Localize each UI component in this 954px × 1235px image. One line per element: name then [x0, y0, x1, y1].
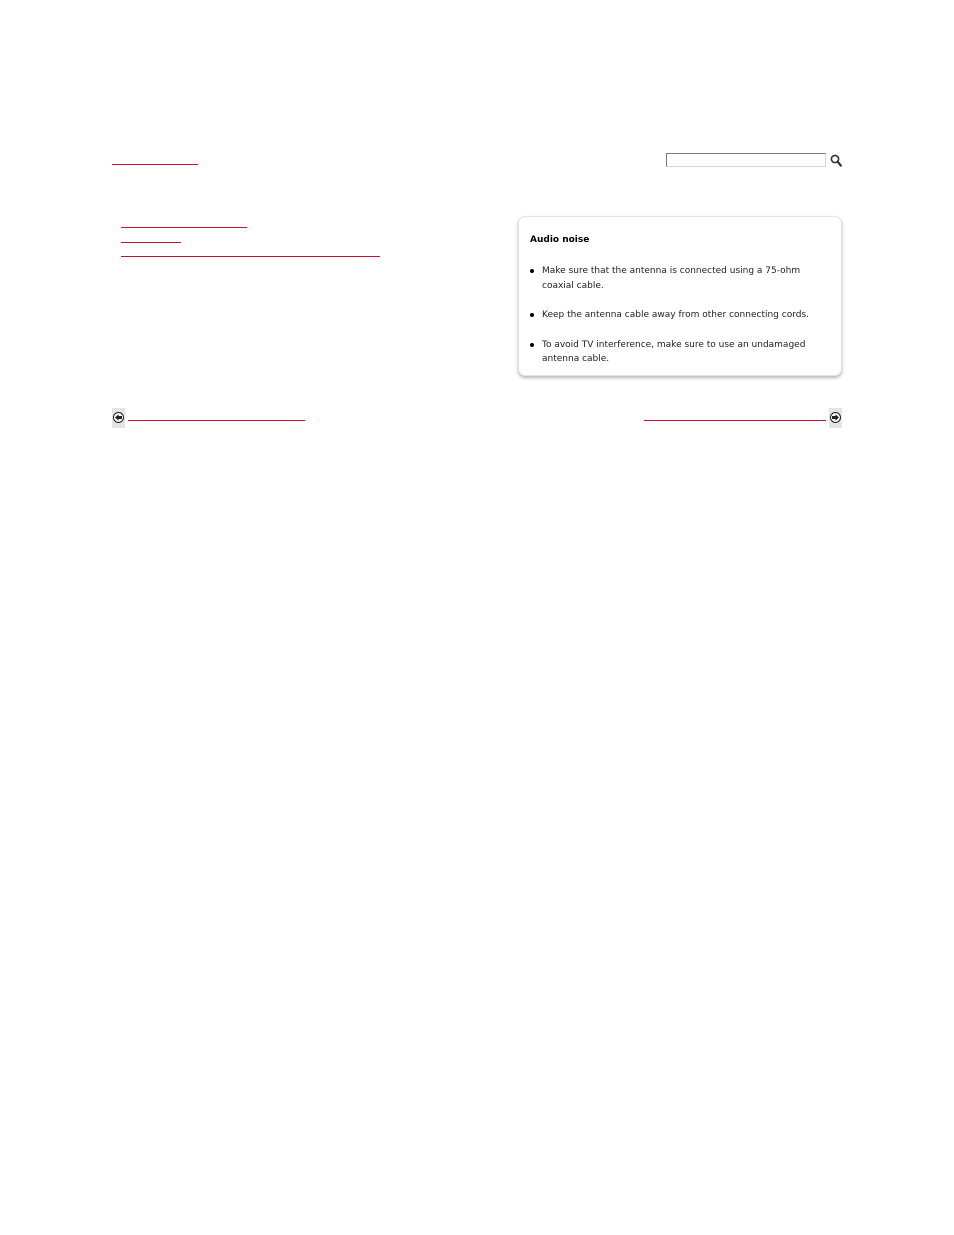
- next-page-link[interactable]: [644, 420, 826, 421]
- audio-noise-card: [518, 216, 842, 376]
- tips-list: [530, 264, 830, 382]
- toc-link[interactable]: [121, 256, 380, 257]
- search-box: [666, 153, 844, 169]
- arrow-right-icon[interactable]: [829, 408, 842, 428]
- bullet-icon: [530, 343, 534, 347]
- home-link[interactable]: [112, 164, 198, 165]
- bullet-icon: [530, 313, 534, 317]
- list-item-text: To avoid TV interference, make sure to use an undamaged antenna cable.: [542, 339, 806, 364]
- arrow-left-icon[interactable]: [112, 408, 125, 428]
- prev-page-link[interactable]: [128, 420, 305, 421]
- list-item: [530, 308, 830, 323]
- list-item-text: Keep the antenna cable away from other connecting cords.: [542, 310, 810, 320]
- card-title: Audio noise: [530, 235, 590, 245]
- search-input[interactable]: [666, 153, 826, 167]
- list-item: [530, 264, 830, 293]
- toc-link[interactable]: [121, 242, 181, 243]
- toc-link[interactable]: [121, 227, 247, 228]
- list-item: [530, 338, 830, 367]
- list-item-text: Make sure that the antenna is connected using a 75-ohm coaxial cable.: [542, 266, 801, 291]
- bullet-icon: [530, 269, 534, 273]
- magnifier-icon[interactable]: [830, 153, 842, 167]
